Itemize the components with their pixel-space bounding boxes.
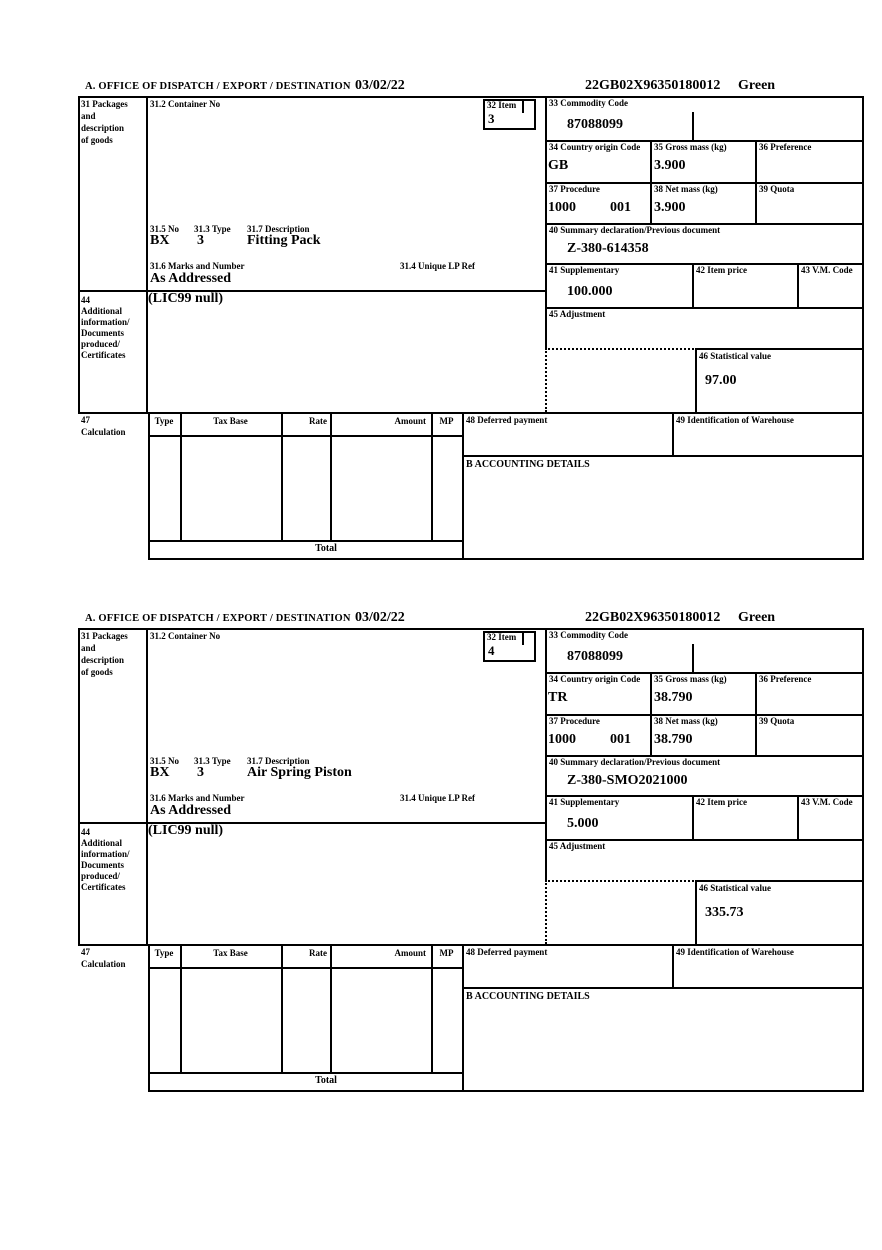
declaration-reference: 22GB02X96350180012 — [585, 78, 721, 93]
divider-line — [146, 96, 148, 414]
divider-line — [148, 412, 150, 560]
supplementary-value: 100.000 — [567, 284, 613, 299]
divider-line — [78, 412, 864, 414]
divider-line — [522, 631, 524, 645]
package-no-value: BX — [150, 233, 170, 248]
deferred-payment-label: 48 Deferred payment — [466, 415, 548, 425]
commodity-code-label: 33 Commodity Code — [549, 630, 628, 640]
quota-label: 39 Quota — [759, 716, 795, 726]
box31-label: 31 Packages — [81, 631, 128, 641]
divider-line — [462, 987, 864, 989]
adjustment-label: 45 Adjustment — [549, 841, 606, 851]
procedure-label: 37 Procedure — [549, 716, 600, 726]
divider-line — [695, 880, 697, 946]
net-mass-value: 38.790 — [654, 732, 693, 747]
box44-label: produced/ — [81, 871, 120, 881]
divider-line — [695, 348, 697, 414]
statistical-value: 97.00 — [705, 373, 737, 388]
box44-label: Additional — [81, 838, 123, 848]
marks-value: As Addressed — [150, 803, 232, 818]
box31-label: of goods — [81, 667, 113, 677]
calc-header-mp: MP — [439, 948, 454, 958]
divider-line — [650, 672, 652, 757]
procedure-value: 1000 — [548, 200, 576, 215]
divider-line — [78, 944, 864, 946]
dotted-line — [545, 348, 697, 350]
divider-line — [148, 1090, 864, 1092]
date-value: 03/02/22 — [355, 78, 405, 93]
box31-label: and — [81, 643, 96, 653]
box47-label: Calculation — [81, 959, 126, 969]
marks-label: 31.6 Marks and Number — [150, 793, 245, 803]
divider-line — [431, 412, 433, 542]
box31-label: description — [81, 123, 125, 133]
warehouse-id-label: 49 Identification of Warehouse — [676, 415, 794, 425]
supplementary-label: 41 Supplementary — [549, 265, 620, 275]
divider-line — [692, 112, 694, 142]
preference-label: 36 Preference — [759, 142, 812, 152]
item-label: 32 Item — [487, 100, 517, 110]
commodity-code-label: 33 Commodity Code — [549, 98, 628, 108]
previous-document-value: Z-380-SMO2021000 — [567, 773, 688, 788]
divider-line — [281, 944, 283, 1074]
divider-line — [148, 540, 464, 542]
gross-mass-label: 35 Gross mass (kg) — [654, 674, 727, 684]
divider-line — [148, 944, 150, 1092]
commodity-code-value: 87088099 — [567, 117, 623, 132]
box44-label: Documents — [81, 860, 124, 870]
additional-information-value: (LIC99 null) — [148, 291, 224, 306]
supplementary-label: 41 Supplementary — [549, 797, 620, 807]
calc-header-mp: MP — [439, 416, 454, 426]
calc-header-rate: Rate — [309, 948, 327, 958]
country-origin-value: TR — [548, 690, 568, 705]
divider-line — [862, 96, 864, 560]
deferred-payment-label: 48 Deferred payment — [466, 947, 548, 957]
supplementary-value: 5.000 — [567, 816, 599, 831]
calc-header-taxbase: Tax Base — [213, 948, 248, 958]
net-mass-label: 38 Net mass (kg) — [654, 184, 718, 194]
divider-line — [146, 628, 148, 946]
container-no-label: 31.2 Container No — [150, 99, 221, 109]
box47-label: 47 — [81, 947, 90, 957]
quota-label: 39 Quota — [759, 184, 795, 194]
description-value: Air Spring Piston — [247, 765, 352, 780]
box44-label: Additional — [81, 306, 123, 316]
box44-label: 44 — [81, 295, 90, 305]
accounting-details-heading: B ACCOUNTING DETAILS — [466, 459, 590, 470]
box44-label: Certificates — [81, 350, 126, 360]
box47-label: 47 — [81, 415, 90, 425]
vm-code-label: 43 V.M. Code — [801, 265, 853, 275]
box31-label: and — [81, 111, 96, 121]
preference-label: 36 Preference — [759, 674, 812, 684]
statistical-value: 335.73 — [705, 905, 744, 920]
dotted-line — [545, 880, 697, 882]
country-origin-value: GB — [548, 158, 569, 173]
statistical-value-label: 46 Statistical value — [699, 351, 771, 361]
statistical-value-label: 46 Statistical value — [699, 883, 771, 893]
previous-document-label: 40 Summary declaration/Previous document — [549, 225, 721, 235]
divider-line — [692, 644, 694, 674]
package-type-label: 31.3 Type — [194, 756, 231, 766]
divider-line — [148, 558, 864, 560]
accounting-details-heading: B ACCOUNTING DETAILS — [466, 991, 590, 1002]
divider-line — [695, 880, 864, 882]
calc-header-taxbase: Tax Base — [213, 416, 248, 426]
box44-label: produced/ — [81, 339, 120, 349]
divider-line — [180, 944, 182, 1074]
box44-label: Documents — [81, 328, 124, 338]
divider-line — [180, 412, 182, 542]
divider-line — [78, 628, 80, 946]
divider-line — [695, 348, 864, 350]
package-no-label: 31.5 No — [150, 224, 179, 234]
date-value: 03/02/22 — [355, 610, 405, 625]
routing-status: Green — [738, 78, 776, 93]
divider-line — [692, 263, 694, 309]
previous-document-value: Z-380-614358 — [567, 241, 649, 256]
divider-line — [462, 944, 464, 1092]
calc-header-rate: Rate — [309, 416, 327, 426]
divider-line — [862, 628, 864, 1092]
country-origin-label: 34 Country origin Code — [549, 674, 641, 684]
divider-line — [148, 435, 464, 437]
procedure-value: 1000 — [548, 732, 576, 747]
box44-label: 44 — [81, 827, 90, 837]
divider-line — [281, 412, 283, 542]
divider-line — [692, 795, 694, 841]
procedure-label: 37 Procedure — [549, 184, 600, 194]
divider-line — [78, 628, 864, 630]
divider-line — [755, 672, 757, 757]
calc-header-type: Type — [154, 948, 174, 958]
previous-document-label: 40 Summary declaration/Previous document — [549, 757, 721, 767]
unique-lp-ref-label: 31.4 Unique LP Ref — [400, 793, 476, 803]
divider-line — [78, 96, 80, 414]
package-type-value: 3 — [197, 765, 204, 780]
marks-label: 31.6 Marks and Number — [150, 261, 245, 271]
divider-line — [431, 944, 433, 1074]
vm-code-label: 43 V.M. Code — [801, 797, 853, 807]
country-origin-label: 34 Country origin Code — [549, 142, 641, 152]
divider-line — [462, 455, 864, 457]
divider-line — [148, 1072, 464, 1074]
item-price-label: 42 Item price — [696, 265, 747, 275]
description-label: 31.7 Description — [247, 224, 310, 234]
box44-label: Certificates — [81, 882, 126, 892]
item-number-value: 4 — [488, 643, 495, 658]
divider-line — [522, 99, 524, 113]
calc-header-amount: Amount — [394, 948, 426, 958]
net-mass-value: 3.900 — [654, 200, 686, 215]
divider-line — [672, 944, 674, 989]
divider-line — [755, 140, 757, 225]
box47-label: Calculation — [81, 427, 126, 437]
declaration-item-section-2 — [78, 610, 864, 1094]
divider-line — [545, 96, 547, 350]
office-of-dispatch-heading: A. OFFICE OF DISPATCH / EXPORT / DESTINATION — [85, 81, 351, 92]
divider-line — [330, 412, 332, 542]
dotted-line — [545, 348, 547, 412]
description-value: Fitting Pack — [247, 233, 321, 248]
box44-label: information/ — [81, 849, 130, 859]
commodity-code-value: 87088099 — [567, 649, 623, 664]
divider-line — [330, 944, 332, 1074]
package-no-label: 31.5 No — [150, 756, 179, 766]
item-label: 32 Item — [487, 632, 517, 642]
package-type-label: 31.3 Type — [194, 224, 231, 234]
calc-header-type: Type — [154, 416, 174, 426]
additional-information-value: (LIC99 null) — [148, 823, 224, 838]
calc-total-label: Total — [315, 543, 337, 554]
routing-status: Green — [738, 610, 776, 625]
gross-mass-value: 38.790 — [654, 690, 693, 705]
box31-label: 31 Packages — [81, 99, 128, 109]
box44-label: information/ — [81, 317, 130, 327]
item-number-value: 3 — [488, 111, 495, 126]
divider-line — [797, 795, 799, 841]
declaration-item-section-1 — [78, 78, 864, 562]
divider-line — [545, 628, 547, 882]
divider-line — [148, 967, 464, 969]
office-of-dispatch-heading: A. OFFICE OF DISPATCH / EXPORT / DESTINATION — [85, 613, 351, 624]
divider-line — [797, 263, 799, 309]
box31-label: of goods — [81, 135, 113, 145]
calc-header-amount: Amount — [394, 416, 426, 426]
marks-value: As Addressed — [150, 271, 232, 286]
dotted-line — [545, 880, 547, 944]
declaration-reference: 22GB02X96350180012 — [585, 610, 721, 625]
gross-mass-label: 35 Gross mass (kg) — [654, 142, 727, 152]
procedure-suffix-value: 001 — [610, 732, 631, 747]
divider-line — [78, 96, 864, 98]
divider-line — [650, 140, 652, 225]
package-type-value: 3 — [197, 233, 204, 248]
divider-line — [672, 412, 674, 457]
adjustment-label: 45 Adjustment — [549, 309, 606, 319]
container-no-label: 31.2 Container No — [150, 631, 221, 641]
warehouse-id-label: 49 Identification of Warehouse — [676, 947, 794, 957]
calc-total-label: Total — [315, 1075, 337, 1086]
gross-mass-value: 3.900 — [654, 158, 686, 173]
net-mass-label: 38 Net mass (kg) — [654, 716, 718, 726]
unique-lp-ref-label: 31.4 Unique LP Ref — [400, 261, 476, 271]
item-price-label: 42 Item price — [696, 797, 747, 807]
procedure-suffix-value: 001 — [610, 200, 631, 215]
divider-line — [462, 412, 464, 560]
package-no-value: BX — [150, 765, 170, 780]
description-label: 31.7 Description — [247, 756, 310, 766]
box31-label: description — [81, 655, 125, 665]
